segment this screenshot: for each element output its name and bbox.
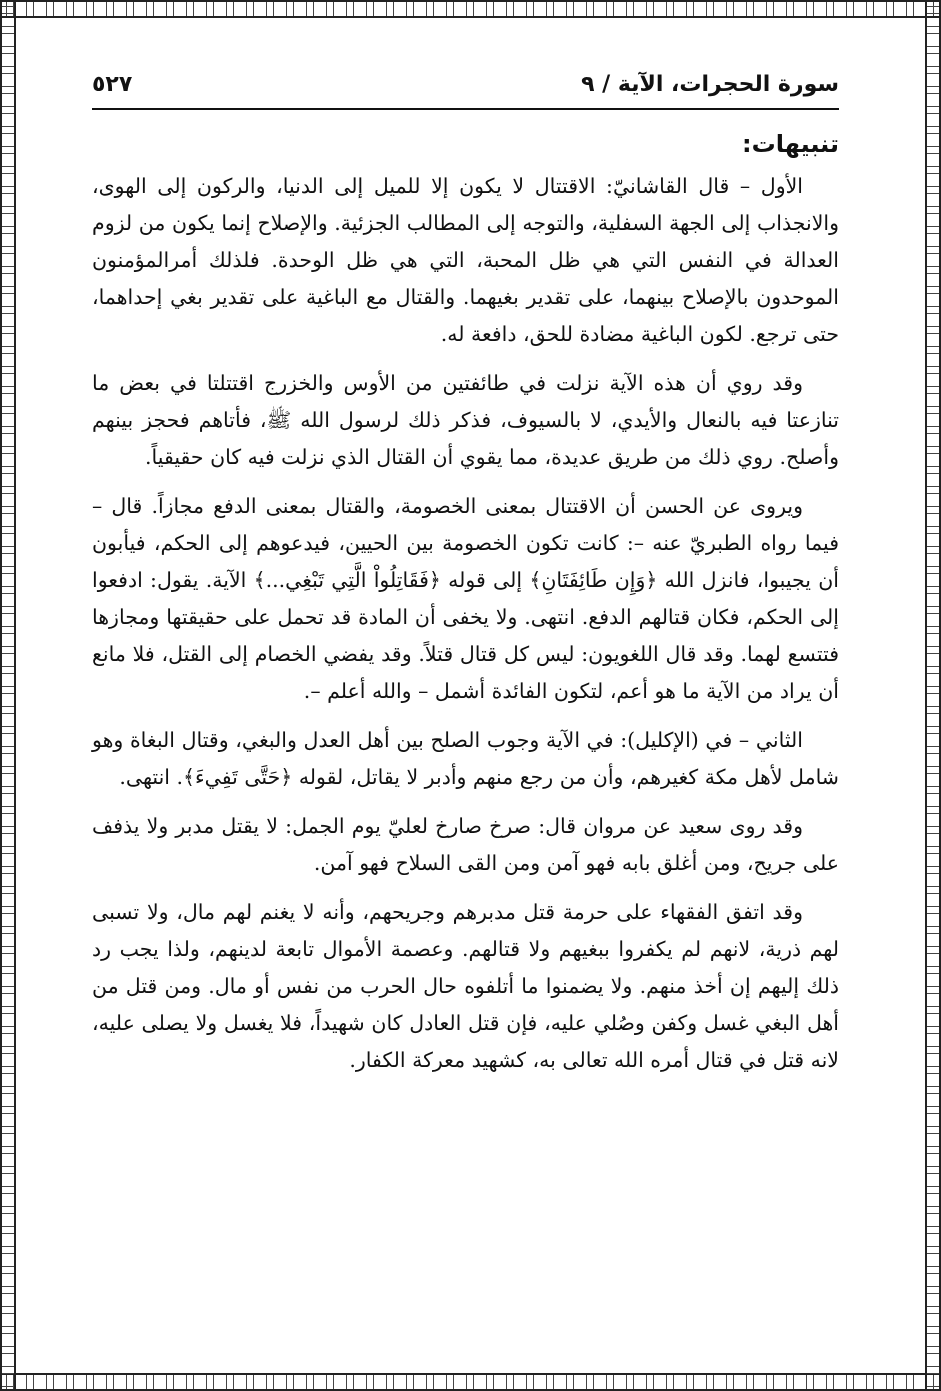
paragraph-4: الثاني – في (الإكليل): في الآية وجوب الصلح بين أهل العدل والبغي، وقتال البغاة وهو شامل لأهل مكة كغيرهم، وأن من رجع منهم وأدبر لا يقاتل، لقوله ﴿حَتَّى تَفِيءَ﴾. انتهى. xyxy=(92,728,839,789)
ornamental-border-top xyxy=(0,0,941,18)
page-header xyxy=(92,60,839,110)
ornamental-border-right xyxy=(925,0,941,1391)
section-heading: تنبيهات: xyxy=(742,130,839,158)
paragraph-2: وقد روي أن هذه الآية نزلت في طائفتين من الأوس والخزرج اقتتلتا في بعض ما تنازعتا فيه بالنعال والأيدي، لا بالسيوف، فذكر ذلك لرسول الله ﷺ، فأتاهم فحجز بينهم وأصلح. روي ذلك من طريق عديدة، مما يقوي أن القتال الذي نزلت فيه كان حقيقياً. xyxy=(92,371,839,469)
paragraph-5: وقد روى سعيد عن مروان قال: صرخ صارخ لعليّ يوم الجمل: لا يقتل مدبر ولا يذفف على جريح، ومن أغلق بابه فهو آمن ومن القى السلاح فهو آمن. xyxy=(92,814,839,875)
paragraph-1: الأول – قال القاشانيّ: الاقتتال لا يكون إلا للميل إلى الدنيا، والركون إلى الهوى، والانجذاب إلى الجهة السفلية، والتوجه إلى المطالب الجزئية. والإصلاح إنما يكون من لزوم العدالة في النفس التي هي ظل المحبة، التي هي ظل الوحدة. فلذلك أمرالمؤمنون الموحدون بالإصلاح بينهما، على تقدير بغيهما. والقتال مع الباغية على تقدير بغي إحداهما، حتى ترجع. لكون الباغية مضادة للحق، دافعة له. xyxy=(92,174,839,346)
paragraph-3: ويروى عن الحسن أن الاقتتال بمعنى الخصومة، والقتال بمعنى الدفع مجازاً. قال – فيما رواه الطبريّ عنه –: كانت تكون الخصومة بين الحيين، فيدعوهم إلى الحكم، فيأبون أن يجيبوا، فانزل الله ﴿وَإِن طَائِفَتَانِ﴾ إلى قوله ﴿فَقَاتِلُواْ الَّتِي تَبْغِي...﴾ الآية. يقول: ادفعوا إلى الحكم، فكان قتالهم الدفع. انتهى. ولا يخفى أن المادة قد تحمل على حقيقتها ومجازها فتتسع لهما. وقد قال اللغويون: ليس كل قتال قتلاً. وقد يفضي الخصام إلى القتل، فلا مانع أن يراد من الآية ما هو أعم، لتكون الفائدة أشمل – والله أعلم –. xyxy=(92,494,839,703)
running-title: سورة الحجرات، الآية / ٩ xyxy=(581,71,839,97)
ornamental-border-left xyxy=(0,0,16,1391)
page-body xyxy=(92,60,839,1351)
page-number: ٥٢٧ xyxy=(92,71,133,97)
ornamental-border-bottom xyxy=(0,1373,941,1391)
paragraph-6: وقد اتفق الفقهاء على حرمة قتل مدبرهم وجريحهم، وأنه لا يغنم لهم مال، ولا تسبى لهم ذرية، لانهم لم يكفروا ببغيهم ولا قتالهم. وعصمة الأموال تابعة لدينهم، ولذا يجب رد ذلك إليهم إن أخذ منهم. ولا يضمنوا ما أتلفوه حال الحرب من نفس أو مال. ومن قتل من أهل البغي غسل وكفن وصُلي عليه، فإن قتل العادل كان شهيداً، فلا يغسل ولا يصلى عليه، لانه قتل في قتال أمره الله تعالى به، كشهيد معركة الكفار. xyxy=(92,900,839,1072)
